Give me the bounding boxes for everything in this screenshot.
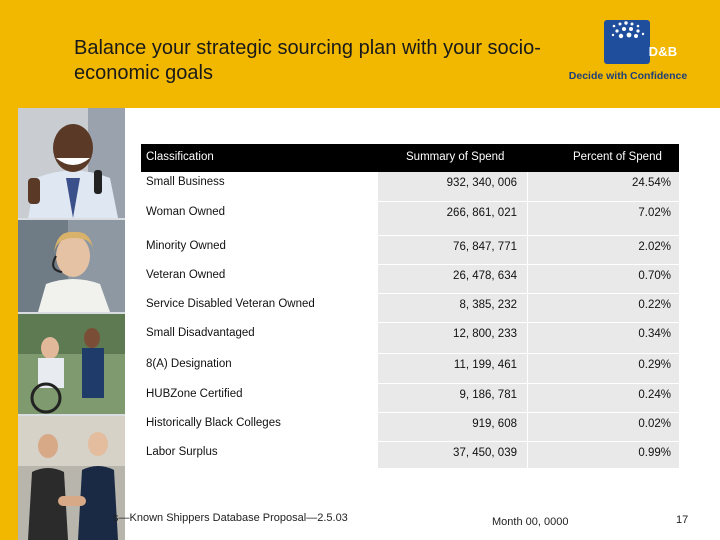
cell-classification: Historically Black Colleges xyxy=(146,417,281,429)
photo-wheelchair-group xyxy=(18,314,125,414)
table-row xyxy=(141,202,679,236)
cell-percent: 0.29% xyxy=(638,359,671,371)
table-row xyxy=(141,323,679,354)
cell-classification: Labor Surplus xyxy=(146,446,218,458)
photo-businessman xyxy=(18,108,125,218)
table-row xyxy=(141,172,679,202)
cell-spend: 76, 847, 771 xyxy=(453,241,517,253)
table-row xyxy=(141,384,679,413)
cell-spend: 26, 478, 634 xyxy=(453,270,517,282)
cell-percent: 0.34% xyxy=(638,328,671,340)
table-row xyxy=(141,413,679,442)
cell-classification: 8(A) Designation xyxy=(146,358,232,370)
table-row xyxy=(141,354,679,384)
cell-classification: Minority Owned xyxy=(146,240,226,252)
spend-table xyxy=(141,144,679,468)
left-accent-strip xyxy=(0,0,18,540)
cell-percent: 7.02% xyxy=(638,207,671,219)
cell-spend: 266, 861, 021 xyxy=(446,207,517,219)
logo-mark xyxy=(604,20,678,64)
photo-handshake xyxy=(18,416,125,540)
cell-percent: 0.24% xyxy=(638,389,671,401)
cell-spend: 919, 608 xyxy=(472,418,517,430)
table-row xyxy=(141,294,679,323)
dnb-logo xyxy=(568,20,688,90)
photo-column xyxy=(18,108,125,540)
cell-spend: 932, 340, 006 xyxy=(446,177,517,189)
cell-classification: HUBZone Certified xyxy=(146,388,243,400)
cell-spend: 11, 199, 461 xyxy=(453,359,517,371)
table-header xyxy=(141,144,679,172)
header-classification: Classification xyxy=(146,151,214,163)
footer-source: s—Known Shippers Database Proposal—2.5.03 xyxy=(113,512,348,524)
table-row xyxy=(141,236,679,265)
page-number: 17 xyxy=(676,514,689,526)
cell-classification: Woman Owned xyxy=(146,206,226,218)
cell-percent: 2.02% xyxy=(638,241,671,253)
header-percent-of-spend: Percent of Spend xyxy=(573,151,662,163)
cell-spend: 37, 450, 039 xyxy=(453,447,517,459)
cell-spend: 9, 186, 781 xyxy=(459,389,517,401)
cell-percent: 0.99% xyxy=(638,447,671,459)
cell-classification: Service Disabled Veteran Owned xyxy=(146,298,315,310)
header-summary-of-spend: Summary of Spend xyxy=(406,151,505,163)
cell-spend: 8, 385, 232 xyxy=(459,299,517,311)
photo-headset-woman xyxy=(18,220,125,312)
cell-classification: Small Disadvantaged xyxy=(146,327,255,339)
logo-mark-text: D&B xyxy=(648,44,678,59)
cell-percent: 24.54% xyxy=(631,177,671,189)
cell-percent: 0.02% xyxy=(638,418,671,430)
cell-spend: 12, 800, 233 xyxy=(453,328,517,340)
footer-date: Month 00, 0000 xyxy=(492,516,569,528)
slide-title: Balance your strategic sourcing plan with your socio-economic goals xyxy=(74,37,541,84)
table-row xyxy=(141,442,679,468)
cell-classification: Veteran Owned xyxy=(146,269,226,281)
cell-percent: 0.22% xyxy=(638,299,671,311)
cell-classification: Small Business xyxy=(146,176,225,188)
logo-tagline: Decide with Confidence xyxy=(568,70,688,82)
table-row xyxy=(141,265,679,294)
cell-percent: 0.70% xyxy=(638,270,671,282)
